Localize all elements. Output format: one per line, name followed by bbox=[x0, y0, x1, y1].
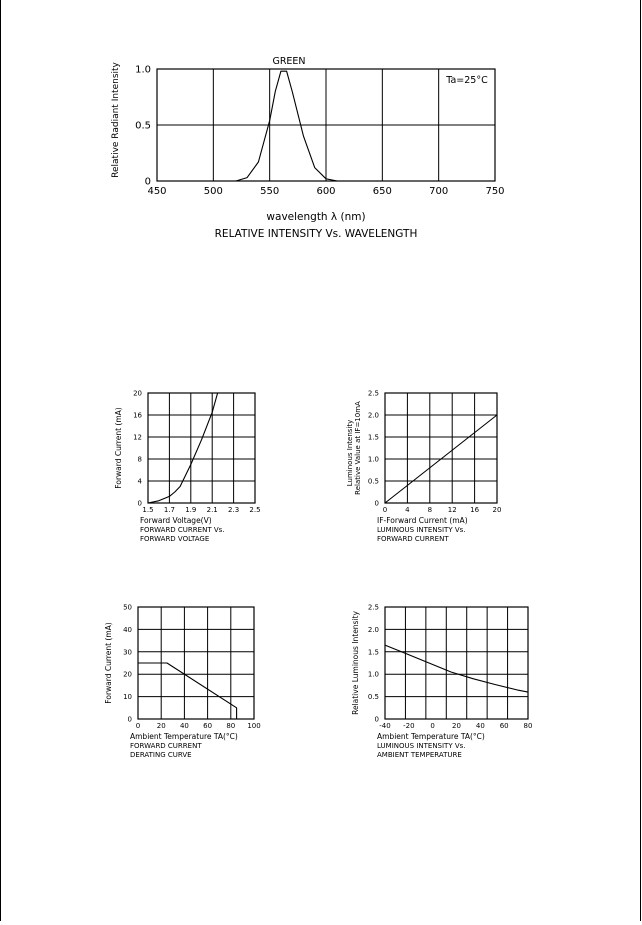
x-tick-label: 700 bbox=[429, 186, 449, 197]
y-tick-label: 1.5 bbox=[367, 433, 379, 442]
y-tick-label: 20 bbox=[133, 389, 142, 398]
x-tick-label: 40 bbox=[179, 722, 189, 730]
chart-caption: LUMINOUS INTENSITY Vs. bbox=[377, 526, 466, 534]
x-tick-label: 1.7 bbox=[163, 506, 175, 514]
x-tick-label: 0 bbox=[430, 722, 435, 730]
chart-4 bbox=[104, 603, 261, 759]
x-tick-label: 600 bbox=[316, 186, 336, 197]
y-tick-label: 1.0 bbox=[367, 455, 379, 464]
y-axis-label: Forward Current (mA) bbox=[104, 622, 113, 704]
y-tick-label: 50 bbox=[123, 603, 132, 612]
x-axis-label: Ambient Temperature TA(°C) bbox=[377, 732, 485, 741]
series-annotation-green: GREEN bbox=[272, 56, 306, 67]
series-line bbox=[138, 663, 237, 719]
x-tick-label: -20 bbox=[403, 722, 415, 730]
y-tick-label: 2.5 bbox=[367, 389, 379, 398]
chart-caption: LUMINOUS INTENSITY Vs. bbox=[377, 742, 466, 750]
x-tick-label: 0 bbox=[382, 506, 388, 514]
x-tick-label: 650 bbox=[372, 186, 392, 197]
x-tick-label: 4 bbox=[405, 506, 410, 514]
x-tick-label: 16 bbox=[470, 506, 480, 514]
chart-caption: DERATING CURVE bbox=[130, 751, 192, 759]
x-tick-label: 2.5 bbox=[249, 506, 261, 514]
x-tick-label: 750 bbox=[485, 186, 505, 197]
y-axis-label: Relative Radiant Intensity bbox=[111, 62, 121, 178]
y-tick-label: 16 bbox=[133, 411, 142, 420]
y-tick-label: 0 bbox=[374, 499, 379, 508]
y-tick-label: 10 bbox=[123, 693, 132, 702]
y-axis-label: Forward Current (mA) bbox=[114, 407, 123, 489]
series-line bbox=[148, 393, 218, 503]
y-tick-label: 2.0 bbox=[367, 625, 379, 634]
chart-caption: FORWARD VOLTAGE bbox=[140, 535, 210, 543]
y-tick-label: 2.5 bbox=[367, 603, 379, 612]
x-tick-label: 2.1 bbox=[206, 506, 218, 514]
y-tick-label: 0.5 bbox=[367, 477, 379, 486]
x-tick-label: 20 bbox=[452, 722, 461, 730]
x-tick-label: 8 bbox=[427, 506, 433, 514]
x-axis-label: Ambient Temperature TA(°C) bbox=[130, 732, 238, 741]
y-axis-label: Relative Luminous Intensity bbox=[351, 611, 360, 715]
x-tick-label: 40 bbox=[475, 722, 485, 730]
x-tick-label: 12 bbox=[447, 506, 457, 514]
x-tick-label: 80 bbox=[226, 722, 236, 730]
y-tick-label: 1.0 bbox=[135, 64, 151, 76]
chart-caption: RELATIVE INTENSITY Vs. WAVELENGTH bbox=[214, 228, 418, 240]
y-tick-label: 0.5 bbox=[367, 693, 379, 702]
x-tick-label: 100 bbox=[247, 722, 261, 730]
y-tick-label: 0 bbox=[374, 715, 379, 724]
x-tick-label: 0 bbox=[135, 722, 141, 730]
x-tick-label: 2.3 bbox=[228, 506, 240, 514]
y-tick-label: 4 bbox=[137, 477, 142, 486]
x-tick-label: 60 bbox=[499, 722, 509, 730]
x-tick-label: 20 bbox=[492, 506, 502, 514]
x-tick-label: 20 bbox=[156, 722, 166, 730]
chart-caption: FORWARD CURRENT bbox=[130, 742, 202, 750]
chart-2 bbox=[114, 389, 261, 543]
plot-frame bbox=[148, 393, 255, 503]
chart-caption: FORWARD CURRENT bbox=[377, 535, 449, 543]
y-tick-label: 12 bbox=[133, 433, 142, 442]
y-tick-label: 1.5 bbox=[367, 648, 379, 657]
x-axis-label: IF-Forward Current (mA) bbox=[377, 516, 468, 525]
chart-5 bbox=[351, 603, 532, 759]
x-tick-label: 450 bbox=[147, 186, 167, 197]
x-tick-label: 550 bbox=[260, 186, 280, 197]
y-tick-label: 40 bbox=[123, 625, 132, 634]
y-axis-label-line1: Luminous Intensity bbox=[346, 419, 354, 487]
chart-caption: AMBIENT TEMPERATURE bbox=[377, 751, 462, 759]
y-tick-label: 1.0 bbox=[367, 670, 379, 679]
y-tick-label: 0 bbox=[137, 499, 142, 508]
chart-3 bbox=[346, 389, 501, 543]
x-tick-label: -40 bbox=[379, 722, 391, 730]
y-axis-label-line2: Relative Value at IF=10mA bbox=[354, 401, 362, 495]
x-axis-label: wavelength λ (nm) bbox=[266, 211, 366, 223]
x-tick-label: 1.9 bbox=[185, 506, 197, 514]
x-tick-label: 60 bbox=[203, 722, 213, 730]
y-tick-label: 0 bbox=[127, 715, 132, 724]
condition-label: Ta=25°C bbox=[446, 75, 488, 86]
y-tick-label: 2.0 bbox=[367, 411, 379, 420]
x-tick-label: 500 bbox=[203, 186, 223, 197]
y-tick-label: 0.5 bbox=[135, 120, 151, 132]
y-tick-label: 20 bbox=[123, 670, 132, 679]
y-tick-label: 30 bbox=[123, 648, 132, 657]
x-tick-label: 80 bbox=[523, 722, 533, 730]
plot-frame bbox=[385, 393, 497, 503]
series-line-green bbox=[236, 71, 337, 181]
y-tick-label: 0 bbox=[144, 176, 151, 188]
chart-1 bbox=[111, 56, 505, 240]
chart-caption: FORWARD CURRENT Vs. bbox=[140, 526, 225, 534]
x-tick-label: 1.5 bbox=[142, 506, 154, 514]
plot-frame bbox=[385, 607, 528, 719]
x-axis-label: Forward Voltage(V) bbox=[140, 516, 212, 525]
y-tick-label: 8 bbox=[137, 455, 142, 464]
